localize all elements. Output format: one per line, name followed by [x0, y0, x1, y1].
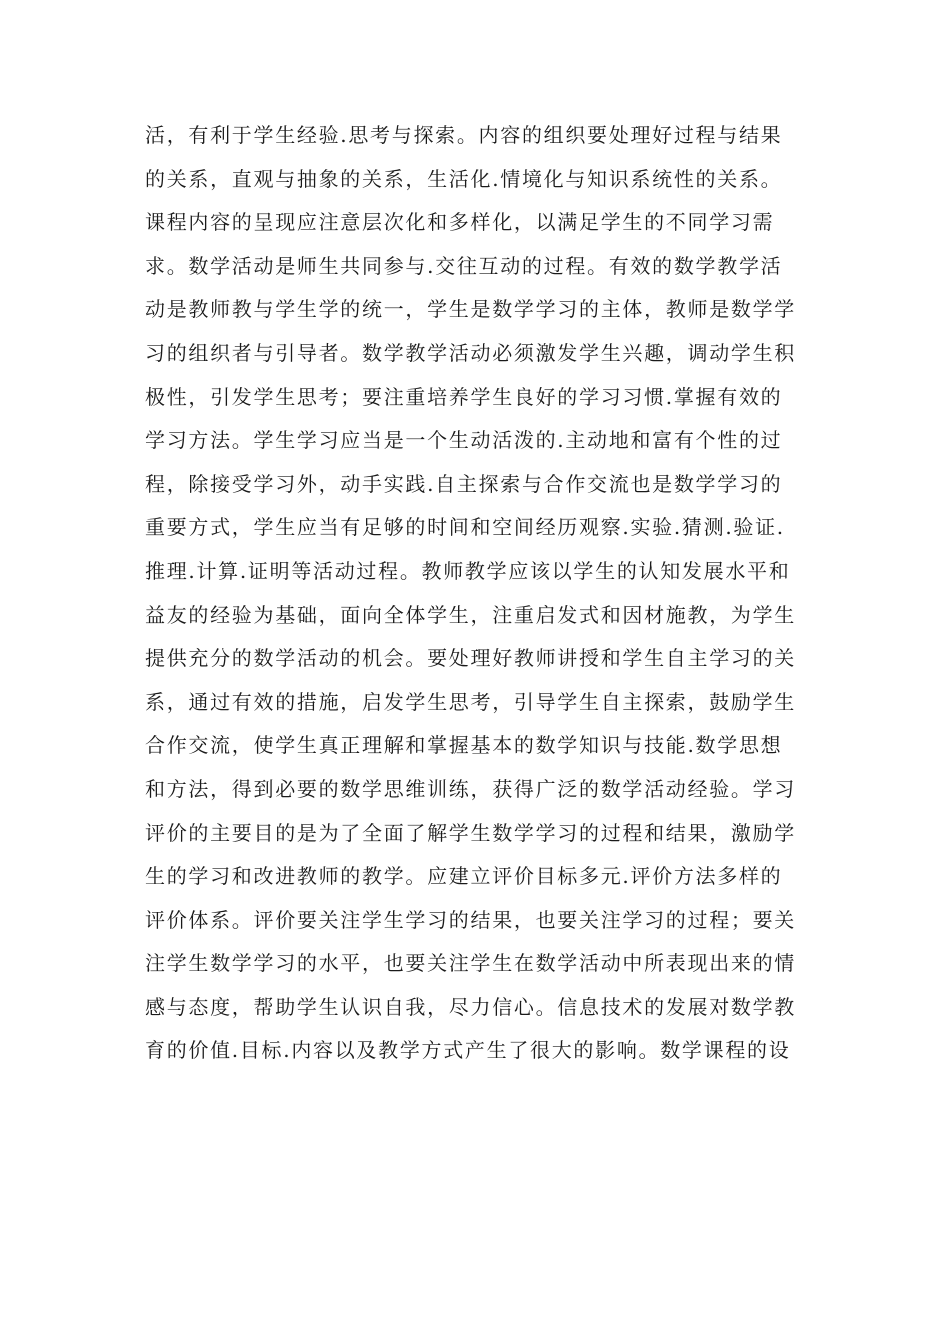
text-line: 评价体系。评价要关注学生学习的结果，也要关注学习的过程；要关	[145, 907, 796, 932]
text-line: 推理.计算.证明等活动过程。教师教学应该以学生的认知发展水平和	[145, 558, 791, 583]
text-line: 育的价值.目标.内容以及教学方式产生了很大的影响。数学课程的设	[145, 1038, 791, 1063]
text-line: 的关系，直观与抽象的关系，生活化.情境化与知识系统性的关系。	[145, 166, 783, 191]
text-line: 评价的主要目的是为了全面了解学生数学学习的过程和结果，激励学	[145, 820, 796, 845]
text-line: 极性，引发学生思考；要注重培养学生良好的学习习惯.掌握有效的	[145, 384, 783, 409]
text-line: 和方法，得到必要的数学思维训练，获得广泛的数学活动经验。学习	[145, 776, 796, 801]
text-line: 系，通过有效的措施，启发学生思考，引导学生自主探索，鼓励学生	[145, 689, 796, 714]
text-line: 益友的经验为基础，面向全体学生，注重启发式和因材施教，为学生	[145, 602, 796, 627]
text-line: 课程内容的呈现应注意层次化和多样化，以满足学生的不同学习需	[145, 210, 775, 235]
text-line: 重要方式，学生应当有足够的时间和空间经历观察.实验.猜测.验证.	[145, 515, 785, 540]
text-line: 动是教师教与学生学的统一，学生是数学学习的主体，教师是数学学	[145, 297, 796, 322]
text-line: 程，除接受学习外，动手实践.自主探索与合作交流也是数学学习的	[145, 471, 783, 496]
text-line: 感与态度，帮助学生认识自我，尽力信心。信息技术的发展对数学教	[145, 994, 796, 1019]
text-line: 学习方法。学生学习应当是一个生动活泼的.主动地和富有个性的过	[145, 428, 783, 453]
text-line: 求。数学活动是师生共同参与.交往互动的过程。有效的数学教学活	[145, 253, 783, 278]
text-line: 合作交流，使学生真正理解和掌握基本的数学知识与技能.数学思想	[145, 733, 783, 758]
body-text	[145, 114, 815, 1073]
text-line: 注学生数学学习的水平，也要关注学生在数学活动中所表现出来的情	[145, 951, 796, 976]
text-line: 生的学习和改进教师的教学。应建立评价目标多元.评价方法多样的	[145, 864, 783, 889]
text-line: 活，有利于学生经验.思考与探索。内容的组织要处理好过程与结果	[145, 123, 783, 147]
text-line: 习的组织者与引导者。数学教学活动必须激发学生兴趣，调动学生积	[145, 340, 796, 365]
text-line: 提供充分的数学活动的机会。要处理好教师讲授和学生自主学习的关	[145, 646, 796, 671]
